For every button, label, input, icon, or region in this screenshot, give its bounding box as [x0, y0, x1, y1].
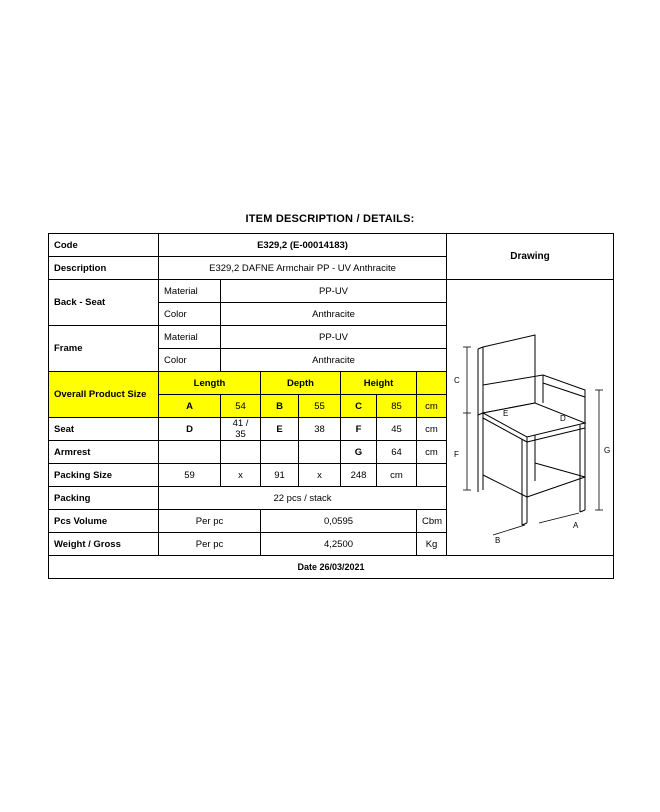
frame-color-value: Anthracite	[221, 349, 447, 372]
drawing-label-e: E	[503, 409, 509, 418]
armrest-g-key: G	[341, 441, 377, 464]
seat-d-key: D	[159, 418, 221, 441]
column-header-depth: Depth	[261, 372, 341, 395]
packing-size-unit: cm	[377, 464, 417, 487]
seat-unit: cm	[417, 418, 447, 441]
drawing-cell	[447, 280, 614, 556]
drawing-label-b: B	[495, 536, 501, 545]
armrest-blank-1	[159, 441, 221, 464]
packing-size-height: 248	[341, 464, 377, 487]
overall-c-value: 85	[377, 395, 417, 418]
drawing-label-d: D	[560, 414, 566, 423]
frame-label: Frame	[49, 326, 159, 372]
seat-e-value: 38	[299, 418, 341, 441]
weight-per: Per pc	[159, 533, 261, 556]
overall-a-key: A	[159, 395, 221, 418]
packing-size-length: 59	[159, 464, 221, 487]
column-header-length: Length	[159, 372, 261, 395]
packing-size-separator-2: x	[299, 464, 341, 487]
overall-c-key: C	[341, 395, 377, 418]
pcs-volume-per: Per pc	[159, 510, 261, 533]
weight-value: 4,2500	[261, 533, 417, 556]
packing-size-blank	[417, 464, 447, 487]
back-seat-material-value: PP-UV	[221, 280, 447, 303]
seat-d-value: 41 / 35	[221, 418, 261, 441]
drawing-label-c: C	[454, 376, 460, 385]
pcs-volume-value: 0,0595	[261, 510, 417, 533]
seat-f-value: 45	[377, 418, 417, 441]
code-value: E329,2 (E-00014183)	[159, 234, 447, 257]
overall-b-value: 55	[299, 395, 341, 418]
table-row	[49, 280, 614, 303]
overall-unit: cm	[417, 395, 447, 418]
frame-material-label: Material	[159, 326, 221, 349]
seat-f-key: F	[341, 418, 377, 441]
armrest-blank-4	[299, 441, 341, 464]
armrest-blank-3	[261, 441, 299, 464]
seat-label: Seat	[49, 418, 159, 441]
spec-table	[48, 233, 614, 579]
frame-material-value: PP-UV	[221, 326, 447, 349]
overall-a-value: 54	[221, 395, 261, 418]
pcs-volume-unit: Cbm	[417, 510, 447, 533]
packing-size-label: Packing Size	[49, 464, 159, 487]
weight-unit: Kg	[417, 533, 447, 556]
table-row	[49, 234, 614, 257]
armrest-label: Armrest	[49, 441, 159, 464]
packing-size-separator-1: x	[221, 464, 261, 487]
overall-product-size-label: Overall Product Size	[49, 372, 159, 418]
back-seat-color-label: Color	[159, 303, 221, 326]
armrest-g-value: 64	[377, 441, 417, 464]
armrest-unit: cm	[417, 441, 447, 464]
column-header-height: Height	[341, 372, 417, 395]
back-seat-material-label: Material	[159, 280, 221, 303]
overall-unit-spacer	[417, 372, 447, 395]
packing-value: 22 pcs / stack	[159, 487, 447, 510]
frame-color-label: Color	[159, 349, 221, 372]
page-title: ITEM DESCRIPTION / DETAILS:	[245, 213, 415, 225]
pcs-volume-label: Pcs Volume	[49, 510, 159, 533]
drawing-label-f: F	[454, 450, 459, 459]
weight-label: Weight / Gross	[49, 533, 159, 556]
date-footer: Date 26/03/2021	[49, 556, 614, 579]
spec-table-container	[48, 233, 613, 579]
drawing-header: Drawing	[447, 234, 614, 280]
table-row	[49, 556, 614, 579]
code-label: Code	[49, 234, 159, 257]
drawing-label-g: G	[604, 446, 611, 455]
overall-b-key: B	[261, 395, 299, 418]
drawing-label-a: A	[573, 521, 579, 530]
armrest-blank-2	[221, 441, 261, 464]
armchair-drawing	[447, 285, 614, 550]
description-value: E329,2 DAFNE Armchair PP - UV Anthracite	[159, 257, 447, 280]
description-label: Description	[49, 257, 159, 280]
seat-e-key: E	[261, 418, 299, 441]
packing-label: Packing	[49, 487, 159, 510]
back-seat-label: Back - Seat	[49, 280, 159, 326]
packing-size-width: 91	[261, 464, 299, 487]
back-seat-color-value: Anthracite	[221, 303, 447, 326]
